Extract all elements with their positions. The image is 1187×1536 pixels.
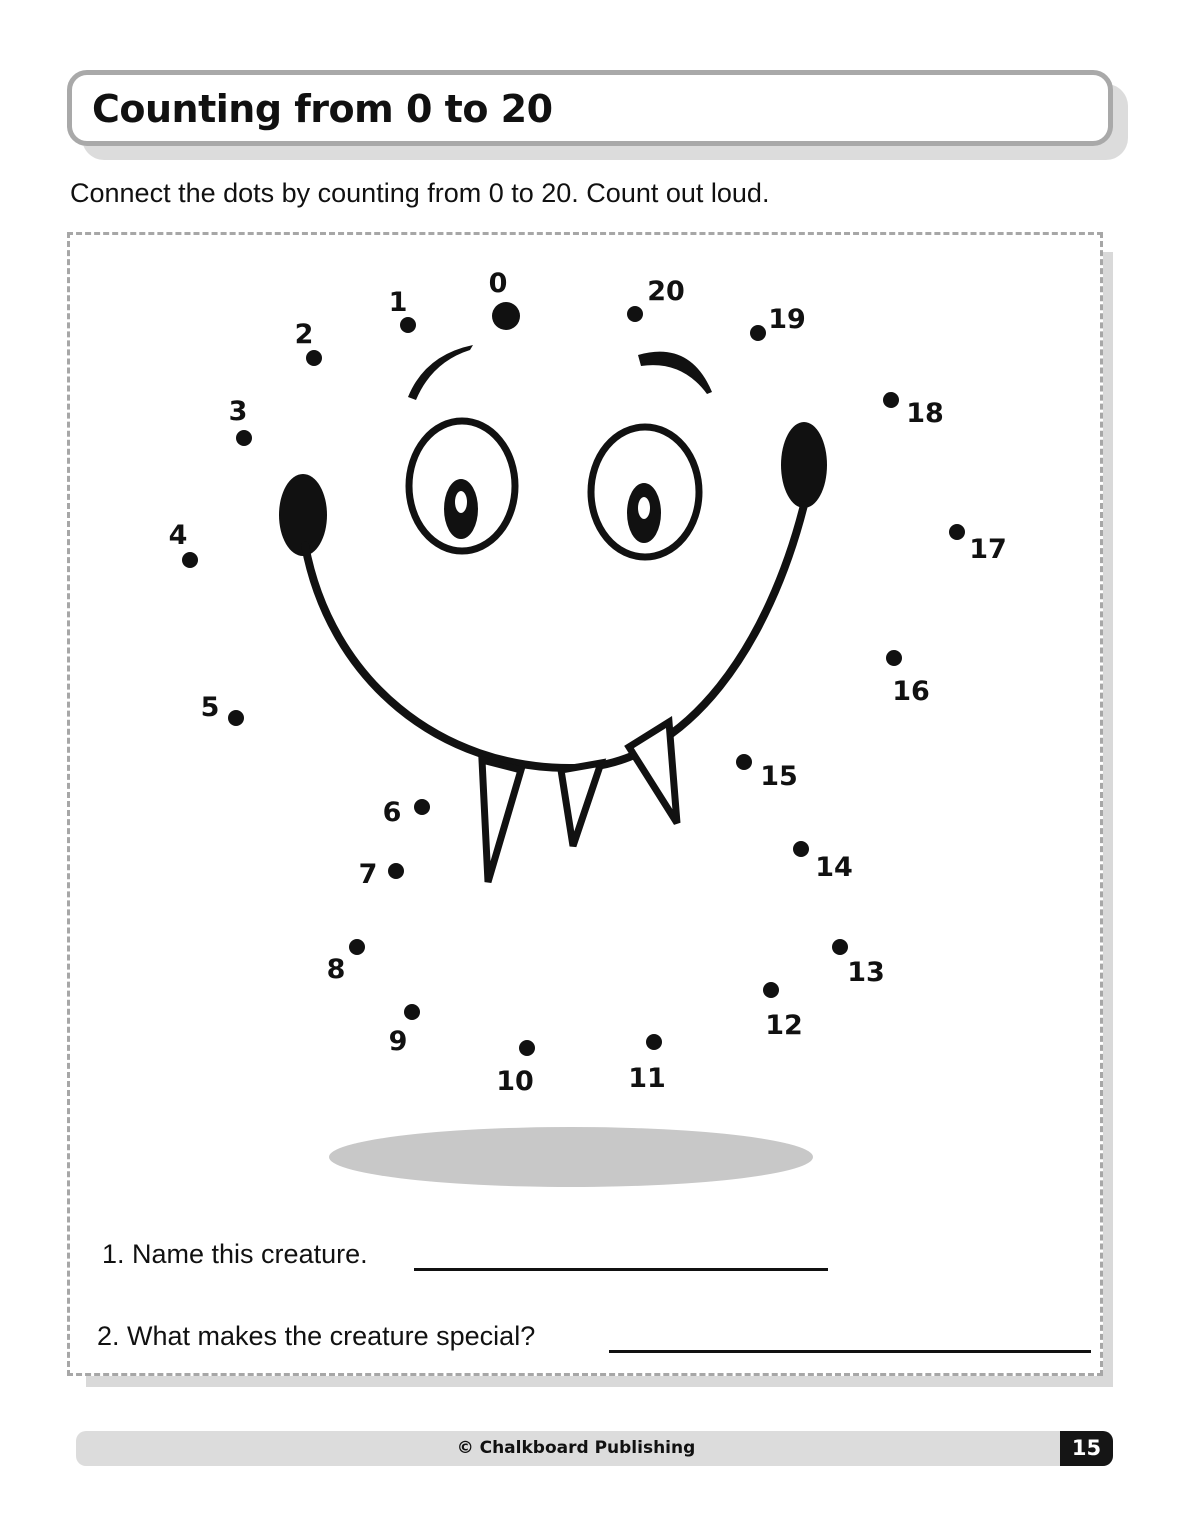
dot-label-7: 7 <box>358 859 378 890</box>
footer-bar <box>76 1431 1076 1466</box>
left-eyebrow <box>408 345 473 400</box>
dot-label-3: 3 <box>228 396 248 427</box>
dot-14[interactable] <box>793 841 809 857</box>
dot-8[interactable] <box>349 939 365 955</box>
dot-0[interactable] <box>492 302 520 330</box>
dot-17[interactable] <box>949 524 965 540</box>
dot-label-1: 1 <box>388 287 408 318</box>
question-2-label: 2. What makes the creature special? <box>97 1321 536 1351</box>
left-pupil-highlight <box>455 491 467 513</box>
dot-label-4: 4 <box>168 520 188 551</box>
right-pupil-highlight <box>638 497 650 519</box>
dot-label-20: 20 <box>647 276 685 307</box>
dot-2[interactable] <box>306 350 322 366</box>
dot-label-14: 14 <box>815 852 853 883</box>
dots-layer <box>169 268 1007 1097</box>
dot-19[interactable] <box>750 325 766 341</box>
dot-6[interactable] <box>414 799 430 815</box>
tooth-3 <box>629 722 677 823</box>
page-title: Counting from 0 to 20 <box>92 87 553 131</box>
dot-label-17: 17 <box>969 534 1007 565</box>
dot-11[interactable] <box>646 1034 662 1050</box>
dot-label-12: 12 <box>765 1010 803 1041</box>
dot-label-9: 9 <box>388 1026 408 1057</box>
dot-7[interactable] <box>388 863 404 879</box>
dot-label-5: 5 <box>200 692 220 723</box>
instructions-text: Connect the dots by counting from 0 to 20. Count out loud. <box>70 178 770 208</box>
dot-label-10: 10 <box>496 1066 534 1097</box>
dot-label-19: 19 <box>768 304 806 335</box>
dot-label-16: 16 <box>892 676 930 707</box>
dot-12[interactable] <box>763 982 779 998</box>
mouth-curve <box>305 505 804 768</box>
dot-1[interactable] <box>400 317 416 333</box>
dot-3[interactable] <box>236 430 252 446</box>
right-cheek <box>781 422 827 508</box>
dot-label-15: 15 <box>760 761 798 792</box>
right-eyebrow <box>638 352 712 394</box>
dot-15[interactable] <box>736 754 752 770</box>
dot-9[interactable] <box>404 1004 420 1020</box>
dot-13[interactable] <box>832 939 848 955</box>
question-2-answer-line[interactable] <box>609 1350 1091 1353</box>
copyright-text: © Chalkboard Publishing <box>456 1438 696 1458</box>
dot-16[interactable] <box>886 650 902 666</box>
dot-18[interactable] <box>883 392 899 408</box>
dot-label-8: 8 <box>326 954 346 985</box>
tooth-1 <box>482 760 521 882</box>
dot-20[interactable] <box>627 306 643 322</box>
page-number: 15 <box>1060 1431 1113 1466</box>
dot-label-18: 18 <box>906 398 944 429</box>
dot-label-6: 6 <box>382 797 402 828</box>
ground-shadow <box>329 1127 813 1187</box>
dot-label-13: 13 <box>847 957 885 988</box>
tooth-2 <box>561 763 601 846</box>
question-1-label: 1. Name this creature. <box>102 1239 368 1269</box>
dot-5[interactable] <box>228 710 244 726</box>
dot-label-0: 0 <box>488 268 508 299</box>
dot-label-2: 2 <box>294 319 314 350</box>
question-1-answer-line[interactable] <box>414 1268 828 1271</box>
dot-10[interactable] <box>519 1040 535 1056</box>
dot-4[interactable] <box>182 552 198 568</box>
dot-label-11: 11 <box>628 1063 666 1094</box>
